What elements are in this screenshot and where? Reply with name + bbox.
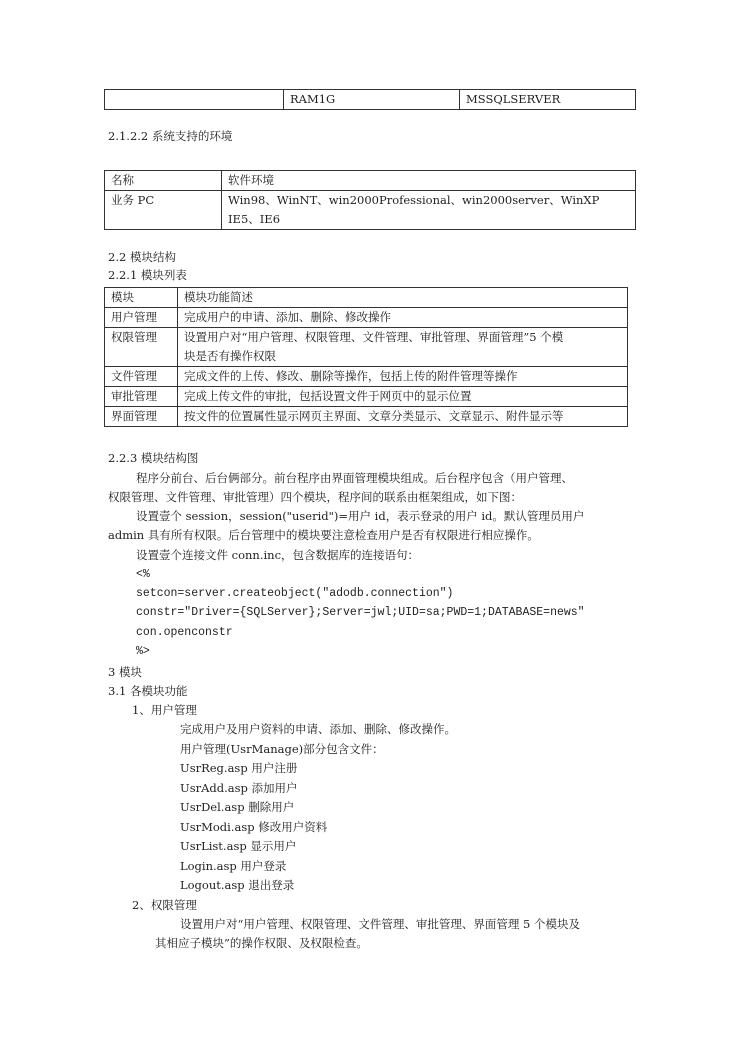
table-cell: 业务 PC xyxy=(105,191,222,230)
table-cell: 用户管理 xyxy=(105,308,178,328)
list-item: UsrModi.asp 修改用户资料 xyxy=(180,820,328,834)
list-item: Login.asp 用户登录 xyxy=(180,859,287,873)
table-row xyxy=(105,367,628,387)
table-row xyxy=(105,308,628,328)
code-line: constr="Driver={SQLServer};Server=jwl;UID=sa;PWD=1;DATABASE=news" xyxy=(136,606,585,619)
table-cell xyxy=(222,191,636,230)
paragraph-line: 其相应子模块”的操作权限、及权限检查。 xyxy=(155,936,368,950)
code-line: <% xyxy=(136,568,150,581)
code-line: con.openconstr xyxy=(136,626,233,639)
section-heading: 2.2 模块结构 xyxy=(108,250,176,264)
table-cell: 按文件的位置属性显示网页主界面、文章分类显示、文章显示、附件显示等 xyxy=(178,407,628,427)
module-table xyxy=(104,287,628,427)
column-header: 软件环境 xyxy=(222,171,636,191)
paragraph-line: 设置用户对“用户管理、权限管理、文件管理、审批管理、界面管理 5 个模块及 xyxy=(180,917,581,931)
paragraph-line: 设置壹个 session，session("userid")=用户 id，表示登录的用户 id。默认管理员用户 xyxy=(136,509,585,523)
table-row xyxy=(105,191,636,230)
table-cell: 审批管理 xyxy=(105,387,178,407)
environment-table xyxy=(104,170,636,230)
list-item: 用户管理(UsrManage)部分包含文件： xyxy=(180,742,384,756)
paragraph-line: admin 具有所有权限。后台管理中的模块要注意检查用户是否有权限进行相应操作。 xyxy=(108,528,539,542)
cell-line: 设置用户对“用户管理、权限管理、文件管理、审批管理、界面管理”5 个模 xyxy=(184,330,564,344)
column-header: 模块功能简述 xyxy=(178,288,628,308)
table-cell: 完成用户的申请、添加、删除、修改操作 xyxy=(178,308,628,328)
table-header-row xyxy=(105,288,628,308)
column-header: 名称 xyxy=(105,171,222,191)
paragraph-line: 权限管理、文件管理、审批管理）四个模块，程序间的联系由框架组成，如下图： xyxy=(108,490,522,504)
table-cell: 界面管理 xyxy=(105,407,178,427)
list-item: Logout.asp 退出登录 xyxy=(180,878,295,892)
table-cell: RAM1G xyxy=(284,90,460,110)
list-item: UsrReg.asp 用户注册 xyxy=(180,761,298,775)
table-cell: 完成上传文件的审批，包括设置文件于网页中的显示位置 xyxy=(178,387,628,407)
table-row xyxy=(105,90,636,110)
table-row xyxy=(105,407,628,427)
list-item-title: 2、权限管理 xyxy=(132,898,197,912)
table-cell: 权限管理 xyxy=(105,328,178,367)
table-cell xyxy=(105,90,284,110)
section-heading: 2.2.3 模块结构图 xyxy=(108,451,199,465)
list-item: UsrDel.asp 删除用户 xyxy=(180,800,295,814)
section-heading: 2.2.1 模块列表 xyxy=(108,268,187,282)
section-heading: 2.1.2.2 系统支持的环境 xyxy=(108,129,233,143)
section-heading: 3.1 各模块功能 xyxy=(108,684,188,698)
code-line: %> xyxy=(136,645,150,658)
hardware-table xyxy=(104,89,636,110)
table-header-row xyxy=(105,171,636,191)
table-cell: MSSQLSERVER xyxy=(460,90,636,110)
list-item: UsrList.asp 显示用户 xyxy=(180,839,297,853)
list-item: 完成用户及用户资料的申请、添加、删除、修改操作。 xyxy=(180,722,456,736)
paragraph-line: 程序分前台、后台俩部分。前台程序由界面管理模块组成。后台程序包含（用户管理、 xyxy=(136,471,573,485)
cell-line: IE5、IE6 xyxy=(228,212,281,226)
list-item-title: 1、用户管理 xyxy=(132,703,197,717)
table-cell: 文件管理 xyxy=(105,367,178,387)
section-heading: 3 模块 xyxy=(108,665,142,679)
list-item: UsrAdd.asp 添加用户 xyxy=(180,781,298,795)
code-line: setcon=server.createobject("adodb.connection") xyxy=(136,587,454,600)
table-row xyxy=(105,328,628,367)
cell-line: 块是否有操作权限 xyxy=(184,349,276,363)
column-header: 模块 xyxy=(105,288,178,308)
table-row xyxy=(105,387,628,407)
table-cell: 完成文件的上传、修改、删除等操作，包括上传的附件管理等操作 xyxy=(178,367,628,387)
table-cell xyxy=(178,328,628,367)
cell-line: Win98、WinNT、win2000Professional、win2000server、WinXP xyxy=(228,193,600,207)
paragraph-line: 设置壹个连接文件 conn.inc，包含数据库的连接语句： xyxy=(136,548,420,562)
